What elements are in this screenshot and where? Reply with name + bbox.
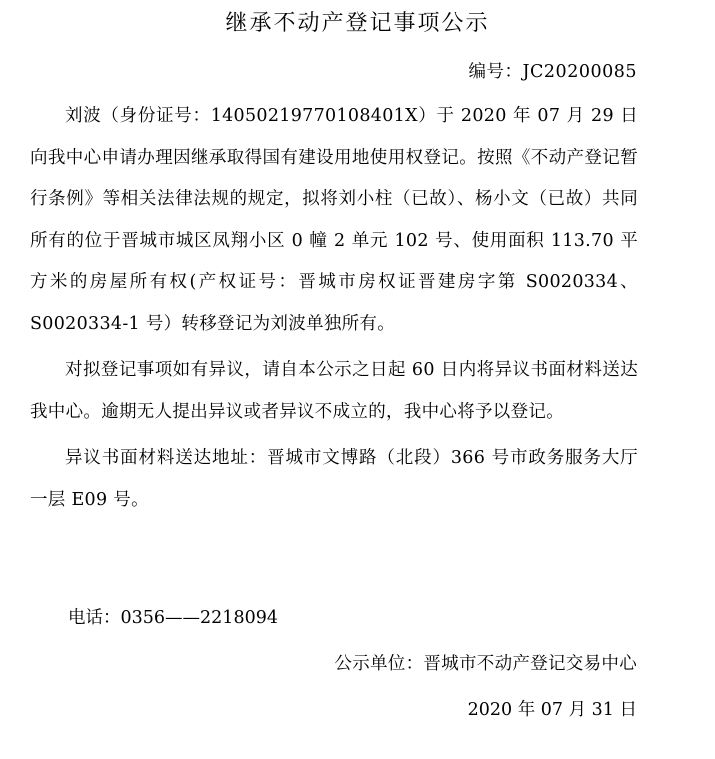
paragraph-applicant: 刘波（身份证号：14050219770108401X）于 2020 年 07 月 29 日向我中心申请办理因继承取得国有建设用地使用权登记。按照《不动产登记暂行条例》等相关法律法规的规定，拟将刘小柱（已故）、杨小文（已故）共同所有的位于晋城市城区凤翔小区 0 幢 2 单元 102 号、使用面积 113.70 平方米的房屋所有权(产权证号：晋城市房权证晋建房字第 S0020334、S0020334-1 号）转移登记为刘波单独所有。: [30, 106, 638, 334]
document-number: 编号：JC20200085: [468, 62, 637, 82]
phone-line: 电话：0356——2218094: [68, 608, 278, 628]
paragraph-address: 异议书面材料送达地址：晋城市文博路（北段）366 号市政务服务大厅一层 E09 号。: [30, 448, 638, 510]
document-body: [30, 96, 638, 526]
date-line: 2020 年 07 月 31 日: [467, 700, 637, 720]
document-title: 继承不动产登记事项公示: [225, 11, 490, 36]
issuer-line: 公示单位：晋城市不动产登记交易中心: [334, 654, 637, 674]
paragraph-objection: 对拟登记事项如有异议，请自本公示之日起 60 日内将异议书面材料送达我中心。逾期无人提出异议或者异议不成立的，我中心将予以登记。: [30, 360, 638, 422]
